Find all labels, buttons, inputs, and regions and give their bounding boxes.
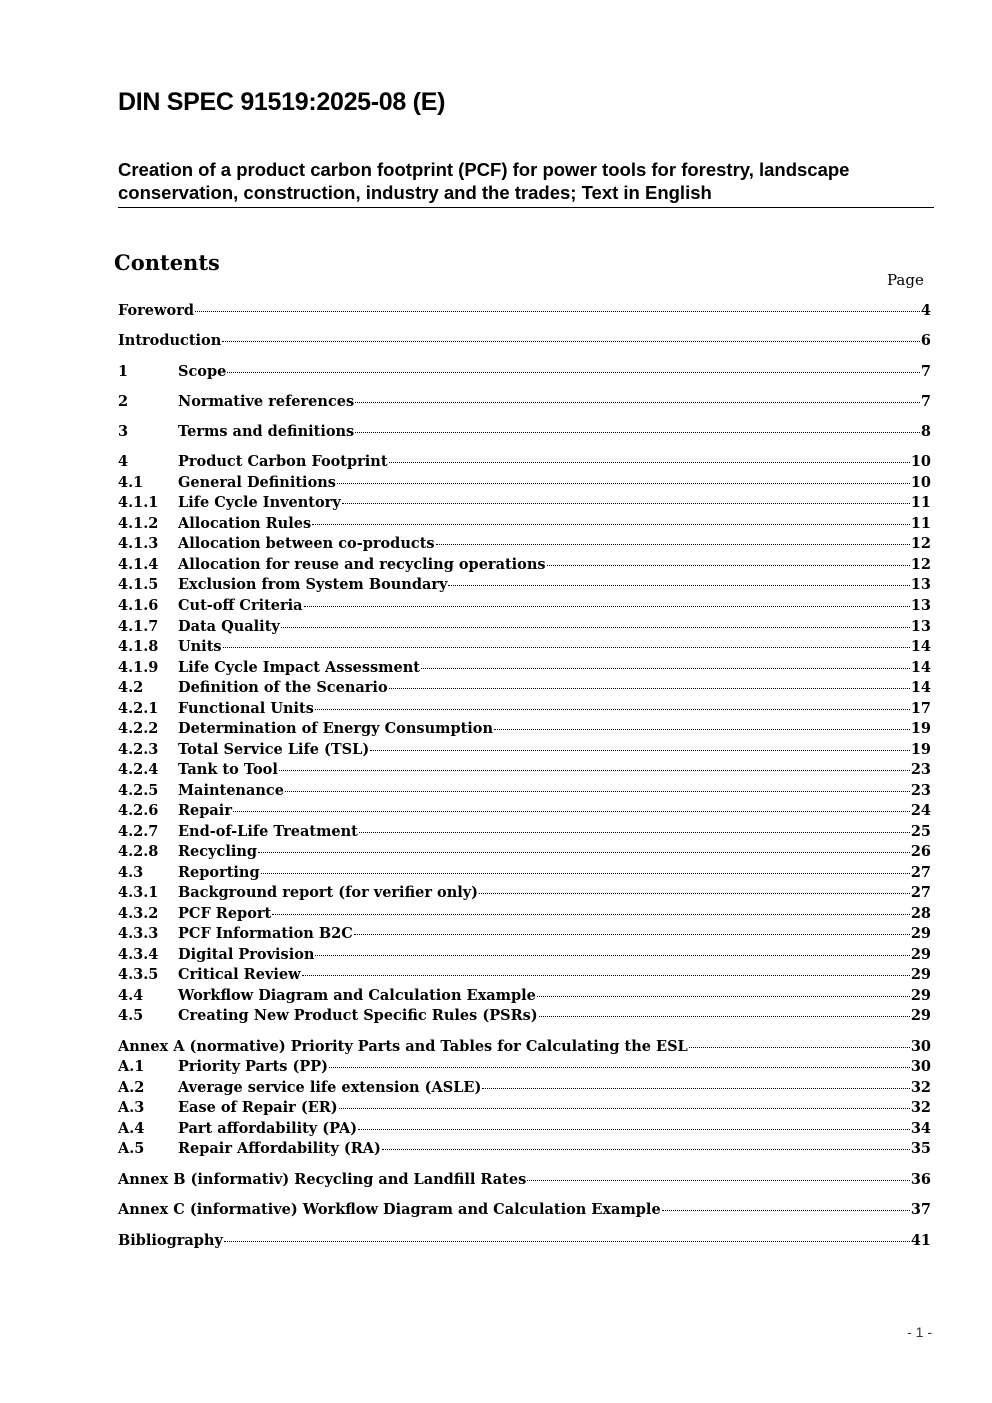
toc-entry-page: 29 xyxy=(910,946,931,963)
toc-entry-page: 11 xyxy=(910,515,931,532)
toc-entry[interactable] xyxy=(118,556,931,577)
toc-dot-leader xyxy=(258,852,910,853)
toc-entry-page: 35 xyxy=(910,1140,931,1157)
toc-entry[interactable] xyxy=(118,423,931,444)
toc-dot-leader xyxy=(382,1149,910,1150)
toc-entry-number: A.1 xyxy=(118,1058,145,1075)
toc-entry-number: 4.1.3 xyxy=(118,535,159,552)
toc-entry-page: 4 xyxy=(920,302,931,319)
toc-entry-page: 12 xyxy=(910,556,931,573)
toc-entry[interactable] xyxy=(118,393,931,414)
toc-dot-leader xyxy=(337,483,910,484)
toc-entry[interactable] xyxy=(118,741,931,762)
toc-entry-number: 4.3.4 xyxy=(118,946,159,963)
toc-dot-leader xyxy=(261,873,910,874)
toc-entry[interactable] xyxy=(118,597,931,618)
toc-entry-page: 29 xyxy=(910,925,931,942)
toc-entry-page: 28 xyxy=(910,905,931,922)
toc-entry[interactable] xyxy=(118,1038,931,1059)
toc-entry-page: 32 xyxy=(910,1079,931,1096)
toc-entry-page: 29 xyxy=(910,966,931,983)
toc-entry-title: Part affordability (PA) xyxy=(178,1120,358,1137)
toc-entry-number: A.2 xyxy=(118,1079,145,1096)
toc-entry[interactable] xyxy=(118,453,931,474)
toc-entry[interactable] xyxy=(118,474,931,495)
toc-entry-number: 4.3 xyxy=(118,864,144,881)
toc-entry-number: 4 xyxy=(118,453,129,470)
toc-entry-title: Exclusion from System Boundary xyxy=(178,576,448,593)
toc-entry[interactable] xyxy=(118,302,931,323)
toc-entry-title: Ease of Repair (ER) xyxy=(178,1099,338,1116)
toc-dot-leader xyxy=(354,934,910,935)
toc-entry-number: 4.3.3 xyxy=(118,925,159,942)
toc-dot-leader xyxy=(370,750,910,751)
toc-entry-number: 4.2.7 xyxy=(118,823,159,840)
toc-dot-leader xyxy=(421,668,910,669)
toc-dot-leader xyxy=(224,1241,910,1242)
toc-dot-leader xyxy=(482,1088,910,1089)
toc-dot-leader xyxy=(279,770,910,771)
toc-entry[interactable] xyxy=(118,864,931,885)
toc-entry-page: 23 xyxy=(910,761,931,778)
toc-entry-page: 32 xyxy=(910,1099,931,1116)
toc-entry-title: General Definitions xyxy=(178,474,336,491)
toc-entry-title: Recycling xyxy=(178,843,258,860)
toc-entry[interactable] xyxy=(118,1079,931,1100)
toc-entry-title: Reporting xyxy=(178,864,260,881)
toc-entry-number: A.5 xyxy=(118,1140,145,1157)
toc-entry[interactable] xyxy=(118,761,931,782)
toc-entry-page: 13 xyxy=(910,576,931,593)
toc-dot-leader xyxy=(329,1067,910,1068)
toc-dot-leader xyxy=(389,462,910,463)
toc-entry-title: Scope xyxy=(178,363,227,380)
toc-dot-leader xyxy=(539,1016,910,1017)
toc-entry-number: 4.1 xyxy=(118,474,144,491)
toc-entry-title: Workflow Diagram and Calculation Example xyxy=(178,987,536,1004)
toc-entry-title: Repair Affordability (RA) xyxy=(178,1140,381,1157)
toc-entry[interactable] xyxy=(118,925,931,946)
toc-entry-page: 13 xyxy=(910,618,931,635)
toc-dot-leader xyxy=(285,791,910,792)
toc-entry-title: Allocation Rules xyxy=(178,515,312,532)
contents-heading: Contents xyxy=(114,250,220,275)
toc-entry-number: 4.1.2 xyxy=(118,515,159,532)
toc-entry-number: 4.2 xyxy=(118,679,144,696)
toc-entry-title: Normative references xyxy=(178,393,355,410)
toc-entry[interactable] xyxy=(118,638,931,659)
toc-entry[interactable] xyxy=(118,1171,931,1192)
toc-entry-number: 4.2.4 xyxy=(118,761,159,778)
toc-entry-title: Priority Parts (PP) xyxy=(178,1058,329,1075)
toc-entry-title: Cut-off Criteria xyxy=(178,597,303,614)
toc-entry[interactable] xyxy=(118,515,931,536)
toc-entry-title: Life Cycle Impact Assessment xyxy=(178,659,420,676)
toc-entry-number: 4.5 xyxy=(118,1007,144,1024)
toc-dot-leader xyxy=(494,729,910,730)
toc-entry-number: 4.1.4 xyxy=(118,556,159,573)
toc-entry-page: 17 xyxy=(910,700,931,717)
toc-entry-number: 4.1.8 xyxy=(118,638,159,655)
toc-entry-title: Annex B (informativ) Recycling and Landfill Rates xyxy=(118,1171,527,1188)
toc-entry-title: Product Carbon Footprint xyxy=(178,453,388,470)
toc-entry[interactable] xyxy=(118,843,931,864)
toc-entry-title: Creating New Product Specific Rules (PSRs) xyxy=(178,1007,538,1024)
toc-entry-title: Annex C (informative) Workflow Diagram and Calculation Example xyxy=(118,1201,661,1218)
toc-entry-number: 4.2.3 xyxy=(118,741,159,758)
toc-dot-leader xyxy=(527,1180,910,1181)
toc-entry-number: 4.1.9 xyxy=(118,659,159,676)
toc-entry-title: PCF Information B2C xyxy=(178,925,353,942)
toc-dot-leader xyxy=(689,1047,910,1048)
toc-entry-title: Total Service Life (TSL) xyxy=(178,741,370,758)
toc-dot-leader xyxy=(389,688,910,689)
toc-entry-title: Annex A (normative) Priority Parts and Tables for Calculating the ESL xyxy=(118,1038,688,1055)
toc-entry-page: 12 xyxy=(910,535,931,552)
toc-entry[interactable] xyxy=(118,494,931,515)
toc-entry-title: Determination of Energy Consumption xyxy=(178,720,494,737)
toc-entry-title: Definition of the Scenario xyxy=(178,679,388,696)
toc-entry-title: Maintenance xyxy=(178,782,284,799)
toc-entry-page: 13 xyxy=(910,597,931,614)
toc-entry-page: 14 xyxy=(910,638,931,655)
toc-entry-number: 4.3.1 xyxy=(118,884,159,901)
toc-entry-title: Critical Review xyxy=(178,966,301,983)
toc-entry-page: 26 xyxy=(910,843,931,860)
toc-entry-page: 25 xyxy=(910,823,931,840)
toc-entry[interactable] xyxy=(118,782,931,803)
toc-dot-leader xyxy=(272,914,910,915)
toc-dot-leader xyxy=(537,996,910,997)
toc-entry[interactable] xyxy=(118,576,931,597)
toc-entry[interactable] xyxy=(118,1140,931,1161)
toc-entry-title: Digital Provision xyxy=(178,946,315,963)
toc-dot-leader xyxy=(281,627,910,628)
toc-entry-number: 2 xyxy=(118,393,129,410)
toc-entry-page: 27 xyxy=(910,864,931,881)
toc-entry-number: 4.1.6 xyxy=(118,597,159,614)
toc-entry-number: 4.2.6 xyxy=(118,802,159,819)
toc-entry[interactable] xyxy=(118,618,931,639)
toc-dot-leader xyxy=(436,544,910,545)
toc-entry-number: A.3 xyxy=(118,1099,145,1116)
toc-entry-page: 36 xyxy=(910,1171,931,1188)
toc-entry[interactable] xyxy=(118,332,931,353)
toc-entry-page: 34 xyxy=(910,1120,931,1137)
toc-entry-page: 10 xyxy=(910,474,931,491)
toc-entry-number: 4.1.1 xyxy=(118,494,159,511)
toc-entry-page: 7 xyxy=(920,393,931,410)
toc-entry-title: Repair xyxy=(178,802,232,819)
toc-dot-leader xyxy=(304,606,910,607)
toc-entry-title: Background report (for verifier only) xyxy=(178,884,479,901)
toc-entry-number: 4.2.5 xyxy=(118,782,159,799)
toc-entry-number: 4.1.5 xyxy=(118,576,159,593)
toc-entry-page: 6 xyxy=(920,332,931,349)
toc-entry[interactable] xyxy=(118,987,931,1008)
toc-dot-leader xyxy=(227,372,920,373)
toc-entry[interactable] xyxy=(118,1099,931,1120)
toc-dot-leader xyxy=(223,647,910,648)
toc-entry-title: Introduction xyxy=(118,332,222,349)
toc-entry-number: 4.2.1 xyxy=(118,700,159,717)
toc-entry-number: 4.3.5 xyxy=(118,966,159,983)
toc-entry-title: Functional Units xyxy=(178,700,314,717)
toc-dot-leader xyxy=(339,1108,910,1109)
toc-dot-leader xyxy=(312,524,910,525)
toc-dot-leader xyxy=(358,1129,910,1130)
toc-entry-page: 30 xyxy=(910,1058,931,1075)
toc-dot-leader xyxy=(547,565,910,566)
toc-entry-title: Terms and definitions xyxy=(178,423,355,440)
toc-entry[interactable] xyxy=(118,1120,931,1141)
toc-entry-number: 4.1.7 xyxy=(118,618,159,635)
toc-entry-title: Average service life extension (ASLE) xyxy=(178,1079,482,1096)
toc-dot-leader xyxy=(355,402,920,403)
document-id: DIN SPEC 91519:2025-08 (E) xyxy=(118,88,446,116)
toc-entry[interactable] xyxy=(118,802,931,823)
toc-dot-leader xyxy=(342,503,910,504)
toc-entry-title: Tank to Tool xyxy=(178,761,278,778)
toc-entry-number: A.4 xyxy=(118,1120,145,1137)
toc-entry-page: 24 xyxy=(910,802,931,819)
toc-entry-title: Bibliography xyxy=(118,1232,223,1249)
toc-entry-page: 10 xyxy=(910,453,931,470)
toc-entry[interactable] xyxy=(118,700,931,721)
toc-entry-page: 14 xyxy=(910,659,931,676)
toc-entry[interactable] xyxy=(118,1201,931,1222)
page-column-label: Page xyxy=(887,271,924,289)
toc-dot-leader xyxy=(315,709,910,710)
toc-entry[interactable] xyxy=(118,659,931,680)
toc-entry[interactable] xyxy=(118,535,931,556)
toc-entry-number: 4.2.8 xyxy=(118,843,159,860)
document-title: Creation of a product carbon footprint (PCF) for power tools for forestry, landscape conservation, construction, industry and the trades; Text in English xyxy=(118,158,934,208)
toc-entry-number: 4.4 xyxy=(118,987,144,1004)
toc-entry-number: 4.3.2 xyxy=(118,905,159,922)
toc-entry[interactable] xyxy=(118,1058,931,1079)
toc-entry-title: Life Cycle Inventory xyxy=(178,494,341,511)
toc-entry-page: 19 xyxy=(910,720,931,737)
toc-entry-page: 30 xyxy=(910,1038,931,1055)
toc-entry-title: PCF Report xyxy=(178,905,272,922)
toc-entry[interactable] xyxy=(118,946,931,967)
toc-entry-page: 41 xyxy=(910,1232,931,1249)
toc-entry[interactable] xyxy=(118,720,931,741)
toc-entry-page: 14 xyxy=(910,679,931,696)
footer-page-number: - 1 - xyxy=(907,1324,932,1340)
toc-entry[interactable] xyxy=(118,905,931,926)
toc-entry-page: 27 xyxy=(910,884,931,901)
toc-entry[interactable] xyxy=(118,363,931,384)
toc-entry-number: 1 xyxy=(118,363,129,380)
toc-dot-leader xyxy=(315,955,909,956)
toc-dot-leader xyxy=(359,832,910,833)
toc-entry-title: Units xyxy=(178,638,222,655)
toc-dot-leader xyxy=(355,432,920,433)
toc-entry-number: 3 xyxy=(118,423,129,440)
toc-dot-leader xyxy=(302,975,910,976)
toc-entry-page: 8 xyxy=(920,423,931,440)
toc-dot-leader xyxy=(448,585,909,586)
toc-entry[interactable] xyxy=(118,823,931,844)
toc-entry-page: 23 xyxy=(910,782,931,799)
toc-dot-leader xyxy=(233,811,910,812)
toc-entry[interactable] xyxy=(118,966,931,987)
toc-entry[interactable] xyxy=(118,884,931,905)
toc-entry[interactable] xyxy=(118,1007,931,1028)
toc-entry-page: 19 xyxy=(910,741,931,758)
toc-entry-title: End-of-Life Treatment xyxy=(178,823,358,840)
toc-entry[interactable] xyxy=(118,1232,931,1253)
toc-dot-leader xyxy=(222,341,920,342)
toc-entry-title: Data Quality xyxy=(178,618,280,635)
toc-entry-page: 37 xyxy=(910,1201,931,1218)
toc-entry-title: Allocation between co-products xyxy=(178,535,435,552)
toc-entry-page: 29 xyxy=(910,1007,931,1024)
toc-entry-page: 29 xyxy=(910,987,931,1004)
toc-dot-leader xyxy=(662,1210,910,1211)
toc-dot-leader xyxy=(479,893,910,894)
toc-entry-title: Allocation for reuse and recycling operations xyxy=(178,556,546,573)
toc-entry-number: 4.2.2 xyxy=(118,720,159,737)
toc-entry-title: Foreword xyxy=(118,302,194,319)
toc-entry-page: 11 xyxy=(910,494,931,511)
toc-entry-page: 7 xyxy=(920,363,931,380)
toc-entry[interactable] xyxy=(118,679,931,700)
toc-dot-leader xyxy=(195,311,920,312)
